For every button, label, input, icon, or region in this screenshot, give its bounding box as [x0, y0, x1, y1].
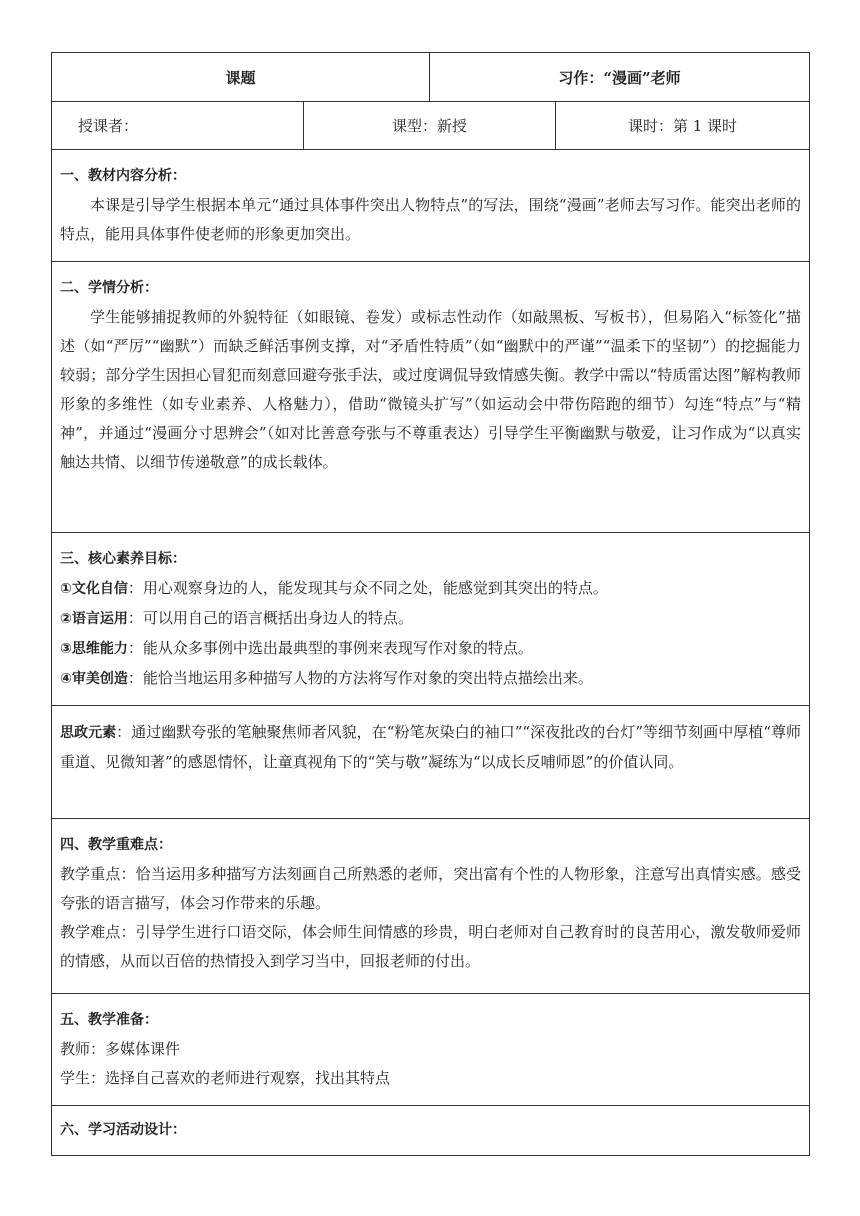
section-material-analysis	[52, 150, 810, 262]
szys-paragraph	[60, 718, 801, 777]
goal-label: ④审美创造	[60, 671, 128, 687]
header-row	[52, 53, 810, 102]
section-title: 六、学习活动设计：	[60, 1122, 186, 1138]
teaching-focus: 教学重点：恰当运用多种描写方法刻画自己所熟悉的老师，突出富有个性的人物形象，注意写出真情实感。感受夸张的语言描写，体会习作带来的乐趣。	[60, 865, 802, 912]
szys-label: 思政元素	[60, 725, 117, 741]
meta-row	[52, 102, 810, 150]
section-activity-design	[52, 1106, 810, 1156]
lesson-plan-table	[51, 52, 810, 1156]
goal-label: ③思维能力	[60, 641, 128, 657]
section-key-points	[52, 819, 810, 994]
section-title: 二、学情分析：	[60, 280, 158, 296]
goal-label: ①文化自信	[60, 581, 128, 597]
section-student-analysis	[52, 262, 810, 533]
section-text: 学生能够捕捉教师的外貌特征（如眼镜、卷发）或标志性动作（如敲黑板、写板书），但易陷入“标签化”描述（如“严厉”“幽默”）而缺乏鲜活事例支撑，对“矛盾性特质”（如“幽默中的严谨”“温柔下的坚韧”）的挖掘能力较弱；部分学生因担心冒犯而刻意回避夸张手法，或过度调侃导致情感失衡。教学中需以“特质雷达图”解构教师形象的多维性（如专业素养、人格魅力），借助“微镜头扩写”（如运动会中带伤陪跑的细节）勾连“特点”与“精神”，并通过“漫画分寸思辨会”（如对比善意夸张与不尊重表达）引导学生平衡幽默与敬爱，让习作成为“以真实触达共情、以细节传递敬意”的成长载体。	[60, 308, 802, 471]
lesson-plan-document	[51, 52, 809, 1156]
section-ideological-elements	[52, 706, 810, 819]
section-title: 四、教学重难点：	[60, 837, 172, 853]
topic-value: 习作：“漫画”老师	[430, 53, 810, 102]
section-preparation	[52, 994, 810, 1106]
section-text: 本课是引导学生根据本单元“通过具体事件突出人物特点”的写法，围绕“漫画”老师去写习作。能突出老师的特点，能用具体事件使老师的形象更加突出。	[60, 196, 802, 243]
goal-item	[60, 664, 801, 694]
section-core-goals	[52, 533, 810, 706]
topic-label: 课题	[52, 53, 430, 102]
teacher-label: 授课者：	[52, 102, 304, 150]
goal-text: ：用心观察身边的人，能发现其与众不同之处，能感觉到其突出的特点。	[127, 579, 608, 597]
section-title: 三、核心素养目标：	[60, 551, 186, 567]
goal-text: ：可以用自己的语言概括出身边人的特点。	[127, 609, 413, 627]
goal-text: ：能从众多事例中选出最典型的事例来表现写作对象的特点。	[127, 639, 533, 657]
student-prep: 学生：选择自己喜欢的老师进行观察，找出其特点	[60, 1069, 391, 1087]
goal-item	[60, 634, 801, 664]
section-title: 五、教学准备：	[60, 1012, 158, 1028]
goal-item	[60, 574, 801, 604]
lesson-type: 课型：新授	[304, 102, 556, 150]
goal-label: ②语言运用	[60, 611, 128, 627]
szys-text: ：通过幽默夸张的笔触聚焦师者风貌，在“粉笔灰染白的袖口”“深夜批改的台灯”等细节刻画中厚植“尊师重道、见微知著”的感恩情怀，让童真视角下的“笑与敬”凝练为“以成长反哺师恩”的价值认同。	[60, 723, 802, 771]
section-title: 一、教材内容分析：	[60, 168, 186, 184]
teaching-difficulty: 教学难点：引导学生进行口语交际，体会师生间情感的珍贵，明白老师对自己教育时的良苦用心，激发敬师爱师的情感，从而以百倍的热情投入到学习当中，回报老师的付出。	[60, 923, 802, 970]
teacher-prep: 教师：多媒体课件	[60, 1040, 181, 1058]
goal-text: ：能恰当地运用多种描写人物的方法将写作对象的突出特点描绘出来。	[127, 669, 593, 687]
lesson-hours: 课时：第 1 课时	[556, 102, 810, 150]
goal-item	[60, 604, 801, 634]
